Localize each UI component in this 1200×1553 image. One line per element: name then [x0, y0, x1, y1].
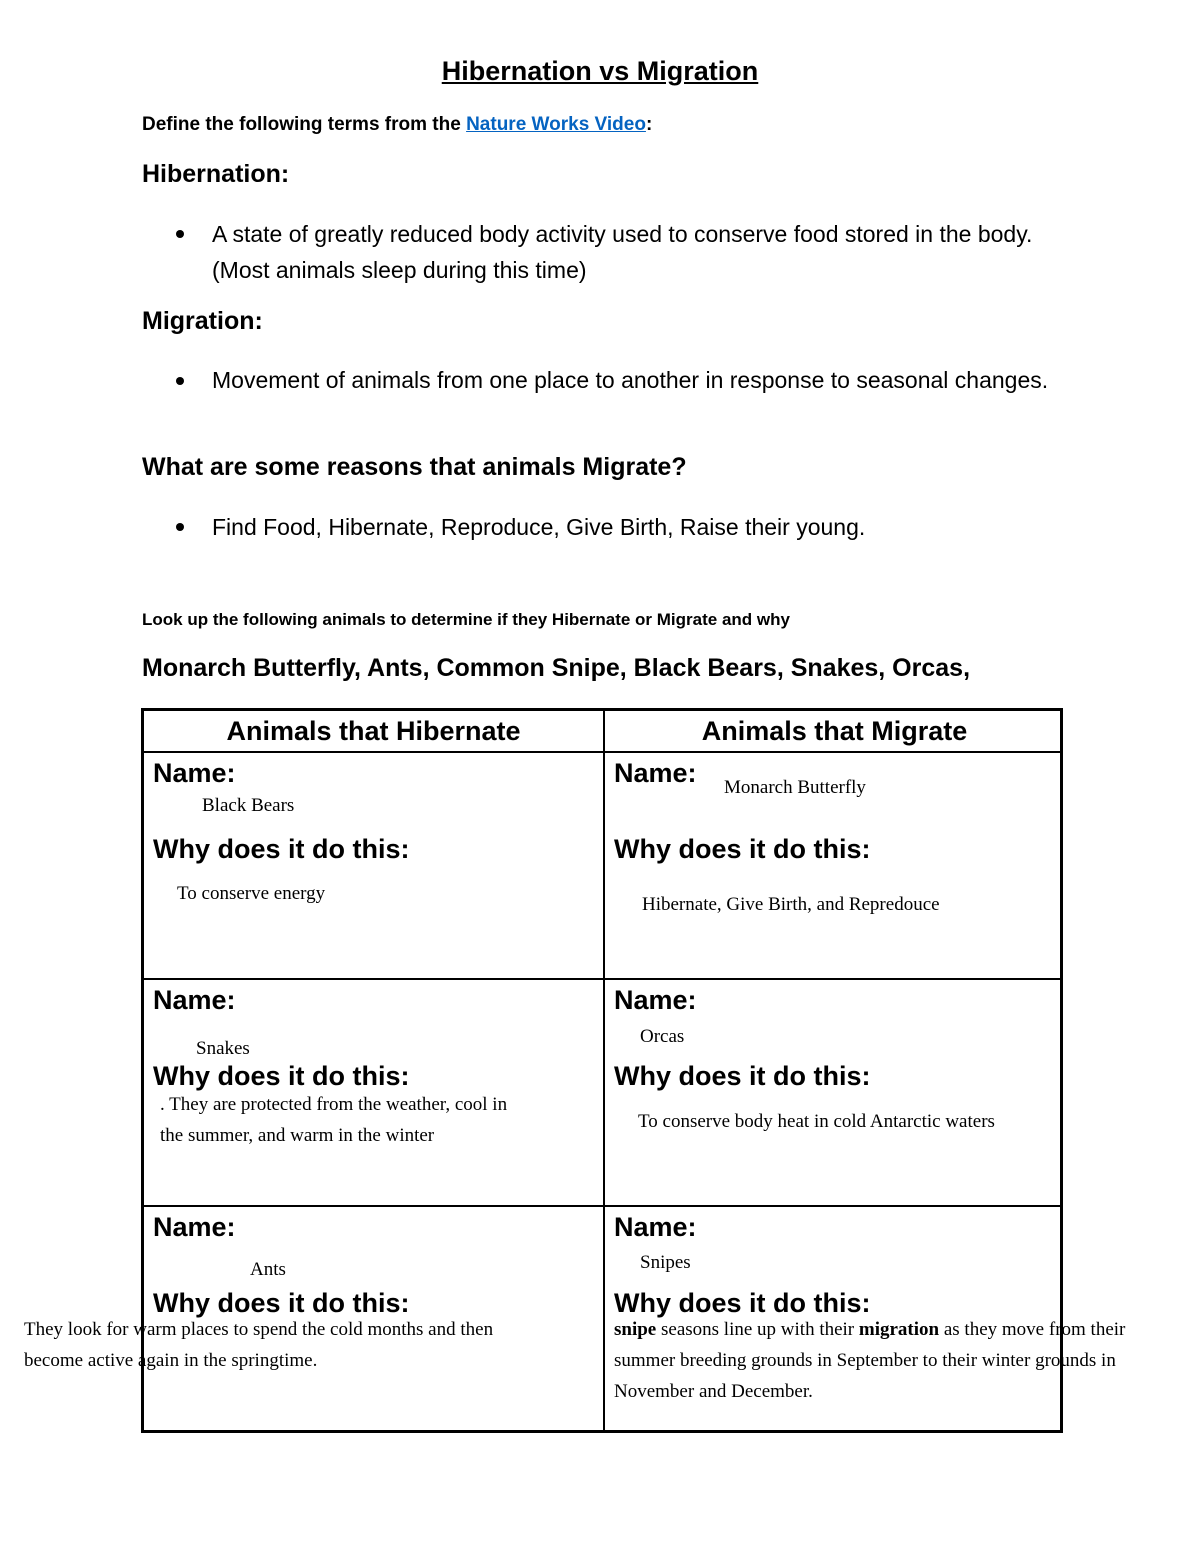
bullet-dot	[176, 523, 184, 531]
header-migrate: Animals that Migrate	[701, 716, 968, 746]
row-divider	[144, 751, 1060, 753]
bullet-dot	[176, 230, 184, 238]
page-title: Hibernation vs Migration	[441, 56, 759, 86]
name-label: Name:	[614, 758, 697, 788]
header-hibernate: Animals that Hibernate	[226, 716, 521, 746]
migrate-why-3-line3: November and December.	[614, 1381, 813, 1402]
lookup-instruction: Look up the following animals to determine if they Hibernate or Migrate and why	[142, 610, 790, 629]
name-label: Name:	[153, 985, 236, 1015]
migrate-name-3: Snipes	[640, 1252, 691, 1273]
hibernate-why-2-line1: . They are protected from the weather, cool in	[160, 1094, 508, 1115]
name-label: Name:	[614, 985, 697, 1015]
why-label: Why does it do this:	[153, 834, 410, 864]
hibernate-name-3: Ants	[250, 1259, 286, 1280]
migrate-why-3-mid: seasons line up with their	[656, 1319, 859, 1340]
migration-word: migration	[858, 1319, 940, 1340]
row-divider	[144, 978, 1060, 980]
animal-list: Monarch Butterfly, Ants, Common Snipe, Black Bears, Snakes, Orcas,	[142, 654, 971, 682]
reasons-answer: Find Food, Hibernate, Reproduce, Give Birth, Raise their young.	[212, 514, 866, 540]
why-label: Why does it do this:	[153, 1061, 410, 1091]
hibernate-why-3-line2: become active again in the springtime.	[24, 1350, 318, 1371]
snipe-word: snipe	[614, 1319, 657, 1340]
row-divider	[144, 1205, 1060, 1207]
hibernation-heading: Hibernation:	[142, 160, 290, 188]
name-label: Name:	[614, 1212, 697, 1242]
migrate-name-2: Orcas	[640, 1026, 685, 1047]
why-label: Why does it do this:	[614, 1288, 871, 1318]
migrate-why-1: Hibernate, Give Birth, and Repredouce	[642, 894, 940, 915]
migrate-name-1: Monarch Butterfly	[724, 777, 866, 798]
migrate-why-2: To conserve body heat in cold Antarctic waters	[638, 1111, 995, 1132]
hibernate-why-1: To conserve energy	[177, 883, 326, 904]
hibernate-name-2: Snakes	[196, 1038, 250, 1059]
instruction	[142, 114, 652, 136]
migrate-why-3-end: as they move from their	[939, 1319, 1126, 1340]
migrate-why-3-line2: summer breeding grounds in September to their winter grounds in	[614, 1350, 1116, 1371]
reasons-heading: What are some reasons that animals Migrate?	[142, 453, 687, 481]
name-label: Name:	[153, 1212, 236, 1242]
instruction-prefix: Define the following terms from the	[142, 114, 467, 135]
column-divider	[603, 711, 605, 1430]
why-label: Why does it do this:	[153, 1288, 410, 1318]
hibernation-definition: A state of greatly reduced body activity used to conserve food stored in the body. (Most animals sleep during this time)	[212, 221, 1033, 283]
migration-definition: Movement of animals from one place to another in response to seasonal changes.	[212, 367, 1049, 393]
bullet-dot	[176, 377, 184, 385]
name-label: Name:	[153, 758, 236, 788]
hibernate-name-1: Black Bears	[202, 795, 295, 816]
instruction-suffix: :	[645, 114, 653, 135]
hibernate-why-3-line1: They look for warm places to spend the cold months and then	[24, 1319, 494, 1340]
migrate-why-3-line1	[614, 1314, 1125, 1345]
nature-works-video-link[interactable]: Nature Works Video	[466, 114, 646, 135]
why-label: Why does it do this:	[614, 834, 871, 864]
migration-heading: Migration:	[142, 307, 263, 335]
why-label: Why does it do this:	[614, 1061, 871, 1091]
hibernate-why-2-line2: the summer, and warm in the winter	[160, 1125, 435, 1146]
